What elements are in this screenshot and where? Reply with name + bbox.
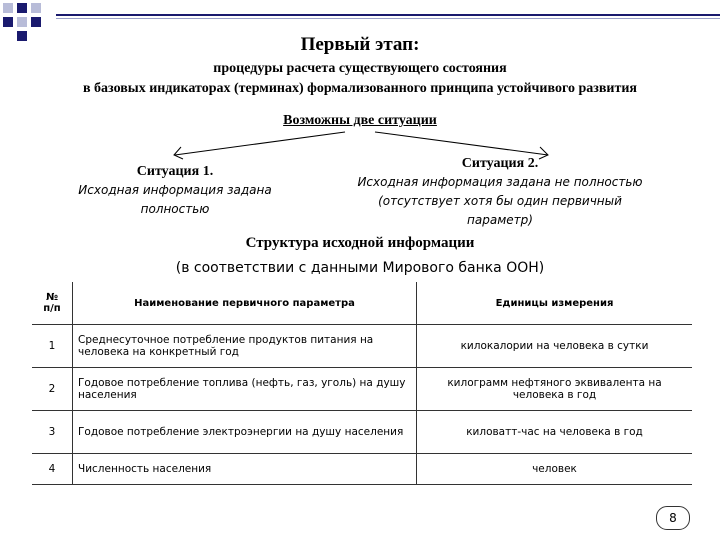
table-header-row [32, 282, 692, 325]
table-row [32, 411, 692, 454]
slide-title: Первый этап: [300, 34, 420, 55]
row-unit: человек [417, 454, 693, 485]
row-name: Среднесуточное потребление продуктов питания на человека на конкретный год [73, 325, 417, 368]
row-num: 4 [32, 454, 73, 485]
row-num: 1 [32, 325, 73, 368]
header-name: Наименование первичного параметра [73, 282, 417, 325]
branch-arrows [0, 0, 720, 170]
situation-1-label: Ситуация 1. [136, 164, 214, 179]
page-number: 8 [656, 506, 690, 530]
row-unit: килокалории на человека в сутки [417, 325, 693, 368]
subtitle-line-2: в базовых индикаторах (терминах) формализованного принципа устойчивого развития [82, 81, 638, 96]
header-num [32, 282, 73, 325]
situation-2-label: Ситуация 2. [461, 156, 539, 171]
row-num: 3 [32, 411, 73, 454]
row-name: Годовое потребление электроэнергии на душу населения [73, 411, 417, 454]
subtitle-line-1: процедуры расчета существующего состояния [213, 61, 507, 76]
row-unit: килограмм нефтяного эквивалента на человека в год [417, 368, 693, 411]
possible-situations-heading: Возможны две ситуации [283, 113, 437, 128]
row-unit: киловатт-час на человека в год [417, 411, 693, 454]
row-num: 2 [32, 368, 73, 411]
table-row [32, 325, 692, 368]
situation-2 [335, 154, 665, 230]
table-row [32, 368, 692, 411]
situation-1-text-line-2: полностью [140, 202, 210, 216]
situation-2-text-line-2: (отсутствует хотя бы один первичный [378, 194, 622, 208]
situation-2-text-line-3: параметр) [467, 213, 533, 227]
header-num-abbr: п/п [43, 303, 61, 314]
structure-title: Структура исходной информации [245, 235, 475, 251]
header-unit: Единицы измерения [417, 282, 693, 325]
header-num-symbol: № [45, 292, 59, 303]
situation-2-text-line-1: Исходная информация задана не полностью [357, 175, 643, 189]
structure-subtitle: (в соответствии с данными Мирового банка ООН) [175, 260, 545, 276]
row-name: Численность населения [73, 454, 417, 485]
situation-1 [55, 162, 295, 219]
parameters-table [32, 282, 692, 485]
row-name: Годовое потребление топлива (нефть, газ, уголь) на душу населения [73, 368, 417, 411]
table-row [32, 454, 692, 485]
situation-1-text-line-1: Исходная информация задана [78, 183, 272, 197]
